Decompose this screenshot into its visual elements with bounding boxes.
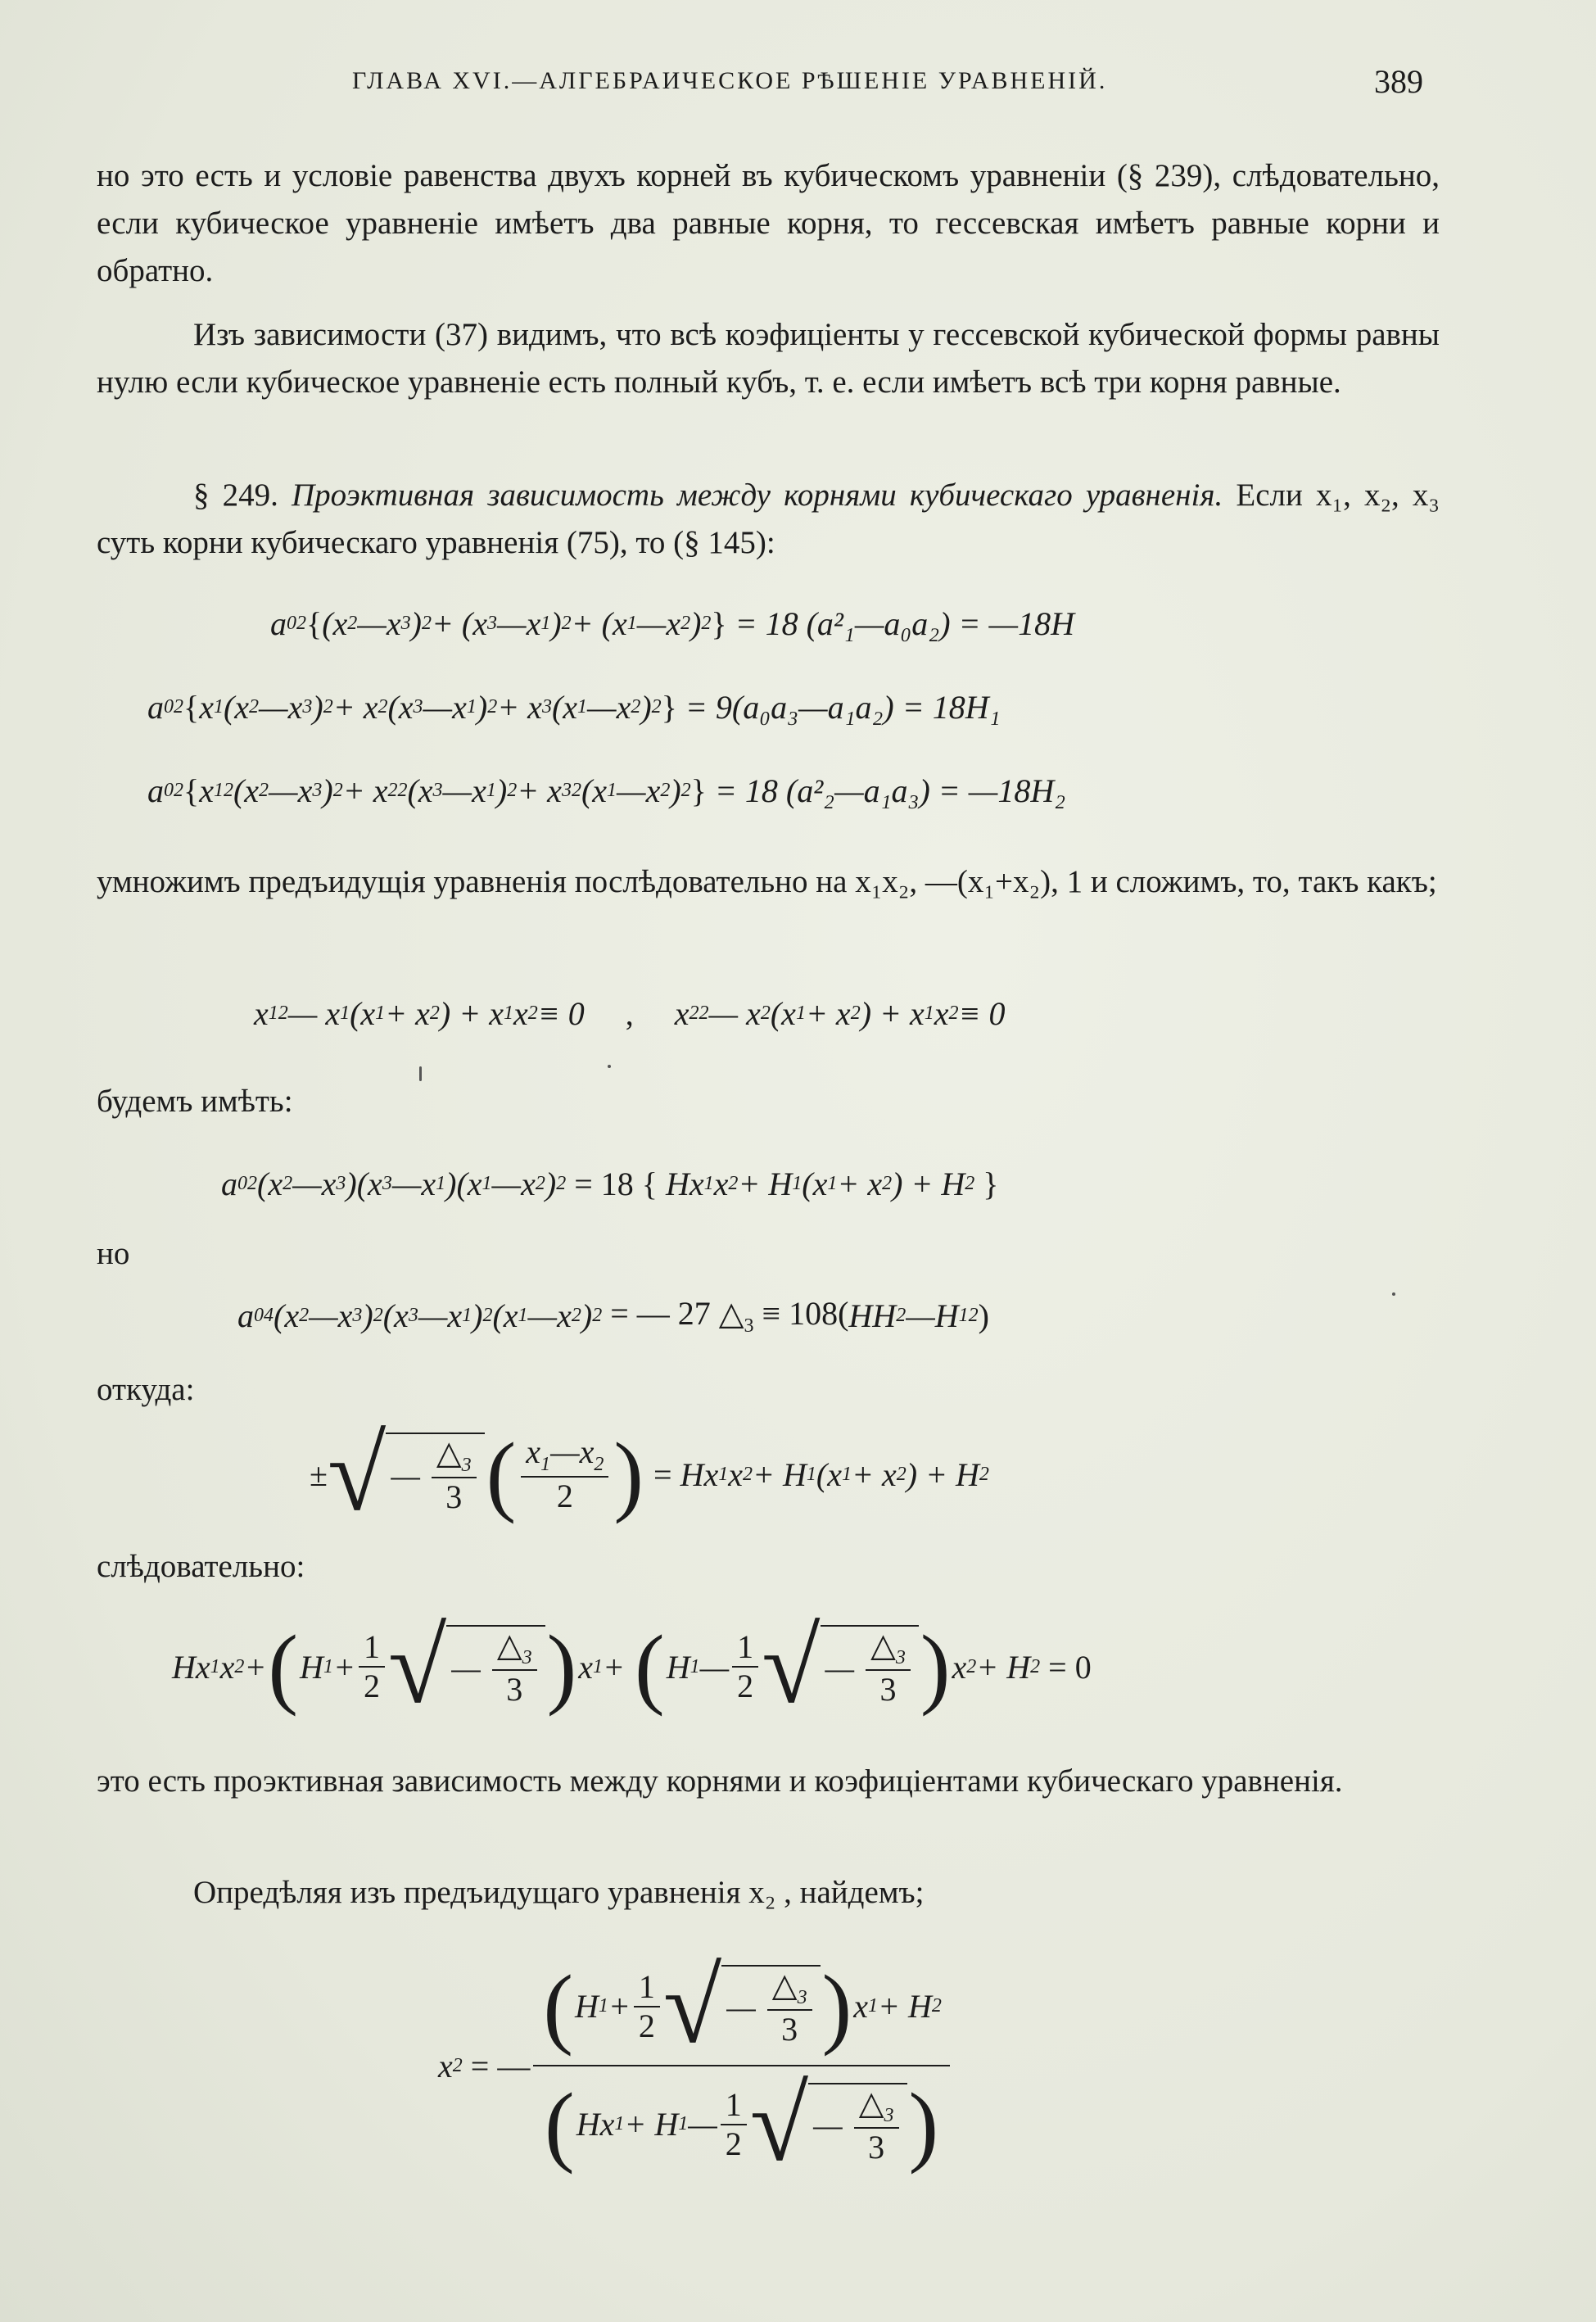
ink-mark: [608, 1065, 611, 1068]
equation-1: a 0 2 { (x 2 —x 3 ) 2 + (x 3 —x 1 ) 2 + (x 1 —x 2 ) 2 } = 18 (a²₁—a₀a₂) = —18H: [270, 605, 1074, 642]
paragraph-2: Изъ зависимости (37) видимъ, что всѣ коэфиціенты у гессевской кубической формы равны нулю если кубическое уравненіе есть полный кубъ, т. е. если имѣетъ всѣ три корня равные.: [97, 317, 1440, 400]
equation-6: ± √ — $\frac{\triangle_3}{3}$ ( $\frac{x_1—x_2}{2}$ ) = Hx 1 x 2 + H 1 (x 1 + x 2 ) + H 2: [310, 1415, 989, 1533]
equation-7: Hx 1 x 2 + ( H 1 + $\frac{1}{2}$ √ — $\frac{\triangle_3}{3}$ ) x 1 + ( H 1 — $\frac{1}{2}$ √ — $\frac{\triangle_3}{3}$ ) x 2 + H 2 = 0: [172, 1608, 1092, 1726]
equation-3: a 0 2 { x 1 2 (x 2 —x 3 ) 2 + x 2 2 (x 3 —x 1 ) 2 + x 3 2 (x 1 —x 2 ) 2 } = 18 (a²₂—a₁a₃) = —18H₂: [147, 772, 1066, 809]
paragraph-5: Опредѣляя изъ предъидущаго уравненія x₂ , найдемъ;: [193, 1875, 925, 1910]
text-no: но: [97, 1236, 130, 1271]
section-title: Проэктивная зависимость между корнями кубическаго уравненія.: [292, 478, 1223, 513]
text-otkuda: откуда:: [97, 1372, 195, 1407]
identity-equation: x 1 2 — x 1 (x 1 + x 2 ) + x 1 x 2 ≡ 0 , x 2 2 — x 2 (x 1 + x 2 ) + x 1 x 2 ≡ 0: [254, 995, 1006, 1032]
paragraph-section-249: § 249. Проэктивная зависимость между корнями кубическаго уравненія. Если x₁, x₂, x₃ суть корни кубическаго уравненія (75), то (§ 145):: [97, 478, 1440, 560]
paragraph-4: это есть проэктивная зависимость между корнями и коэфиціентами кубическаго уравненія.: [97, 1763, 1343, 1799]
running-title: ГЛАВА XVI.—АЛГЕБРАИЧЕСКОЕ РѢШЕНІЕ УРАВНЕНІЙ.: [352, 67, 1108, 94]
equation-5: a 0 4 (x 2 —x 3 ) 2 (x 3 —x 1 ) 2 (x 1 —x 2 ) 2 = — 27 $\triangle_3 \equiv 108$( HH 2 —H 1 2 ): [237, 1295, 989, 1337]
ink-mark: [419, 1066, 422, 1081]
page-number: 389: [1374, 63, 1423, 100]
paragraph-1: но это есть и условіе равенства двухъ корней въ кубическомъ уравненіи (§ 239), слѣдовательно, если кубическое уравненіе имѣетъ два равные корня, то гессевская имѣетъ равные корни и обратно.: [97, 158, 1440, 288]
ink-mark: [1392, 1292, 1395, 1296]
text-budem: будемъ имѣть:: [97, 1084, 293, 1119]
equation-8: x 2 = — ( H 1 + $\frac{1}{2}$ √ — $\frac{\triangle_3}{3}$ ) x 1 + H 2 ( Hx 1 + H 1 — $\frac{1}{2}$ √ — $\frac{\triangle_3}{3}$ ): [438, 1953, 953, 2178]
equation-4: a 0 2 (x 2 —x 3 )(x 3 —x 1 )(x 1 —x 2 ) 2 = 18 { Hx 1 x 2 + H 1 (x 1 + x 2 ) + H 2 }: [221, 1166, 999, 1202]
paragraph-3: умножимъ предъидущія уравненія послѣдовательно на x₁x₂, —(x₁+x₂), 1 и сложимъ, то, такъ какъ;: [97, 864, 1437, 899]
equation-2: a 0 2 { x 1 (x 2 —x 3 ) 2 + x 2 (x 3 —x 1 ) 2 + x 3 (x 1 —x 2 ) 2 } = 9(a₀a₃—a₁a₂) = 18H₁: [147, 689, 1001, 726]
text-sledovatelno: слѣдовательно:: [97, 1549, 305, 1584]
